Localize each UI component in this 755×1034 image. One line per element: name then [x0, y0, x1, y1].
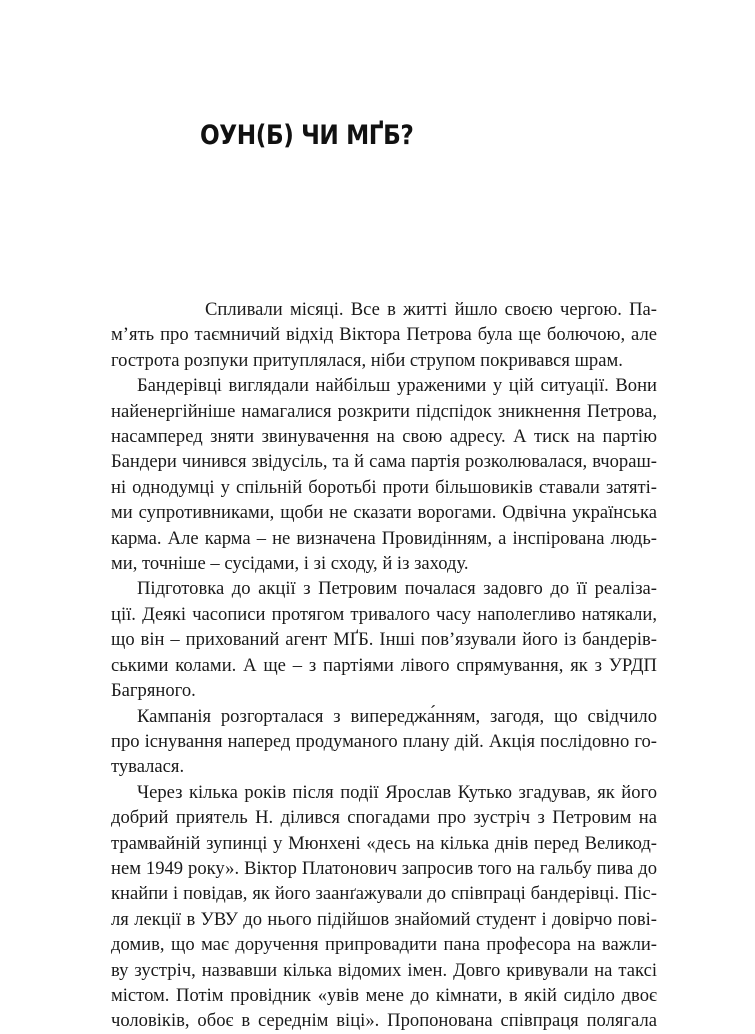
text-line: добрий приятель Н. ділився спогадами про зустріч з Петровим на: [111, 807, 657, 829]
text-line: Через кілька років після події Ярослав Кутько згадував, як його: [137, 781, 657, 803]
chapter-title: ОУН(Б) ЧИ МҐБ?: [200, 120, 414, 151]
paragraph: [111, 780, 657, 1034]
text-line: Підготовка до акції з Петровим почалася задовго до її реаліза-: [137, 578, 657, 600]
text-line: м’ять про таємничий відхід Віктора Петрова була ще болючою, але: [111, 324, 657, 346]
paragraph: [111, 704, 657, 780]
text-line: трамвайній зупинці у Мюнхені «десь на кілька днів перед Великод-: [111, 832, 657, 854]
paragraph: [111, 373, 657, 576]
text-line: ми, точніше – сусідами, і зі сходу, й із заходу.: [111, 553, 469, 575]
text-line: містом. Потім провідник «увів мене до кімнати, в якій сиділо двоє: [111, 984, 657, 1006]
text-line: карма. Але карма – не визначена Провидінням, а інспірована людь-: [111, 527, 657, 549]
text-line: ля лекції в УВУ до нього підійшов знайомий студент і довірчо пові-: [111, 908, 657, 930]
text-line: ції. Деякі часописи протягом тривалого часу наполегливо натякали,: [111, 603, 657, 625]
text-line: що він – прихований агент МҐБ. Інші пов’язували його із бандерів-: [111, 629, 657, 651]
text-line: кнайпи і повідав, як його заанґажували до співпраці бандерівці. Піс-: [111, 883, 657, 905]
text-line: ву зустріч, назвавши кілька відомих імен. Довго кривували на таксі: [111, 959, 657, 981]
text-line: Спливали місяці. Все в житті йшло своєю чергою. Па-: [205, 299, 657, 320]
text-line: ні однодумці у спільній боротьбі проти більшовиків ставали затяті-: [111, 476, 657, 498]
text-line: Багряного.: [111, 680, 196, 702]
text-line: Кампанія розгорталася з випереджа́нням, загодя, що свідчило: [137, 705, 657, 727]
text-line: Бандери чинився звідусіль, та й сама партія розколювалася, вчораш-: [111, 451, 657, 473]
paragraph: [111, 576, 657, 703]
text-line: насамперед зняти звинувачення на свою адресу. А тиск на партію: [111, 426, 657, 448]
text-line: нем 1949 року». Віктор Платонович запросив того на гальбу пива до: [111, 857, 657, 879]
text-line: тувалася.: [111, 756, 185, 778]
text-line: найенергійніше намагалися розкрити підспідок зникнення Петрова,: [111, 400, 657, 422]
text-line: ми супротивниками, щоби не сказати ворогами. Одвічна українська: [111, 502, 657, 524]
text-line: ськими колами. А ще – з партіями лівого спрямування, як з УРДП: [111, 654, 657, 676]
text-line: гострота розпуки притуплялася, ніби струпом покривався шрам.: [111, 349, 623, 371]
text-line: чоловіків, обоє в середнім віці». Пропонована співпраця полягала: [111, 1010, 657, 1032]
body-text: [111, 297, 657, 1034]
paragraph: [111, 297, 657, 373]
text-line: про існування наперед продуманого плану дій. Акція послідовно го-: [111, 730, 657, 752]
text-line: домив, що має доручення припровадити пана професора на важли-: [111, 934, 657, 956]
text-line: Бандерівці виглядали найбільш ураженими у цій ситуації. Вони: [137, 375, 657, 397]
